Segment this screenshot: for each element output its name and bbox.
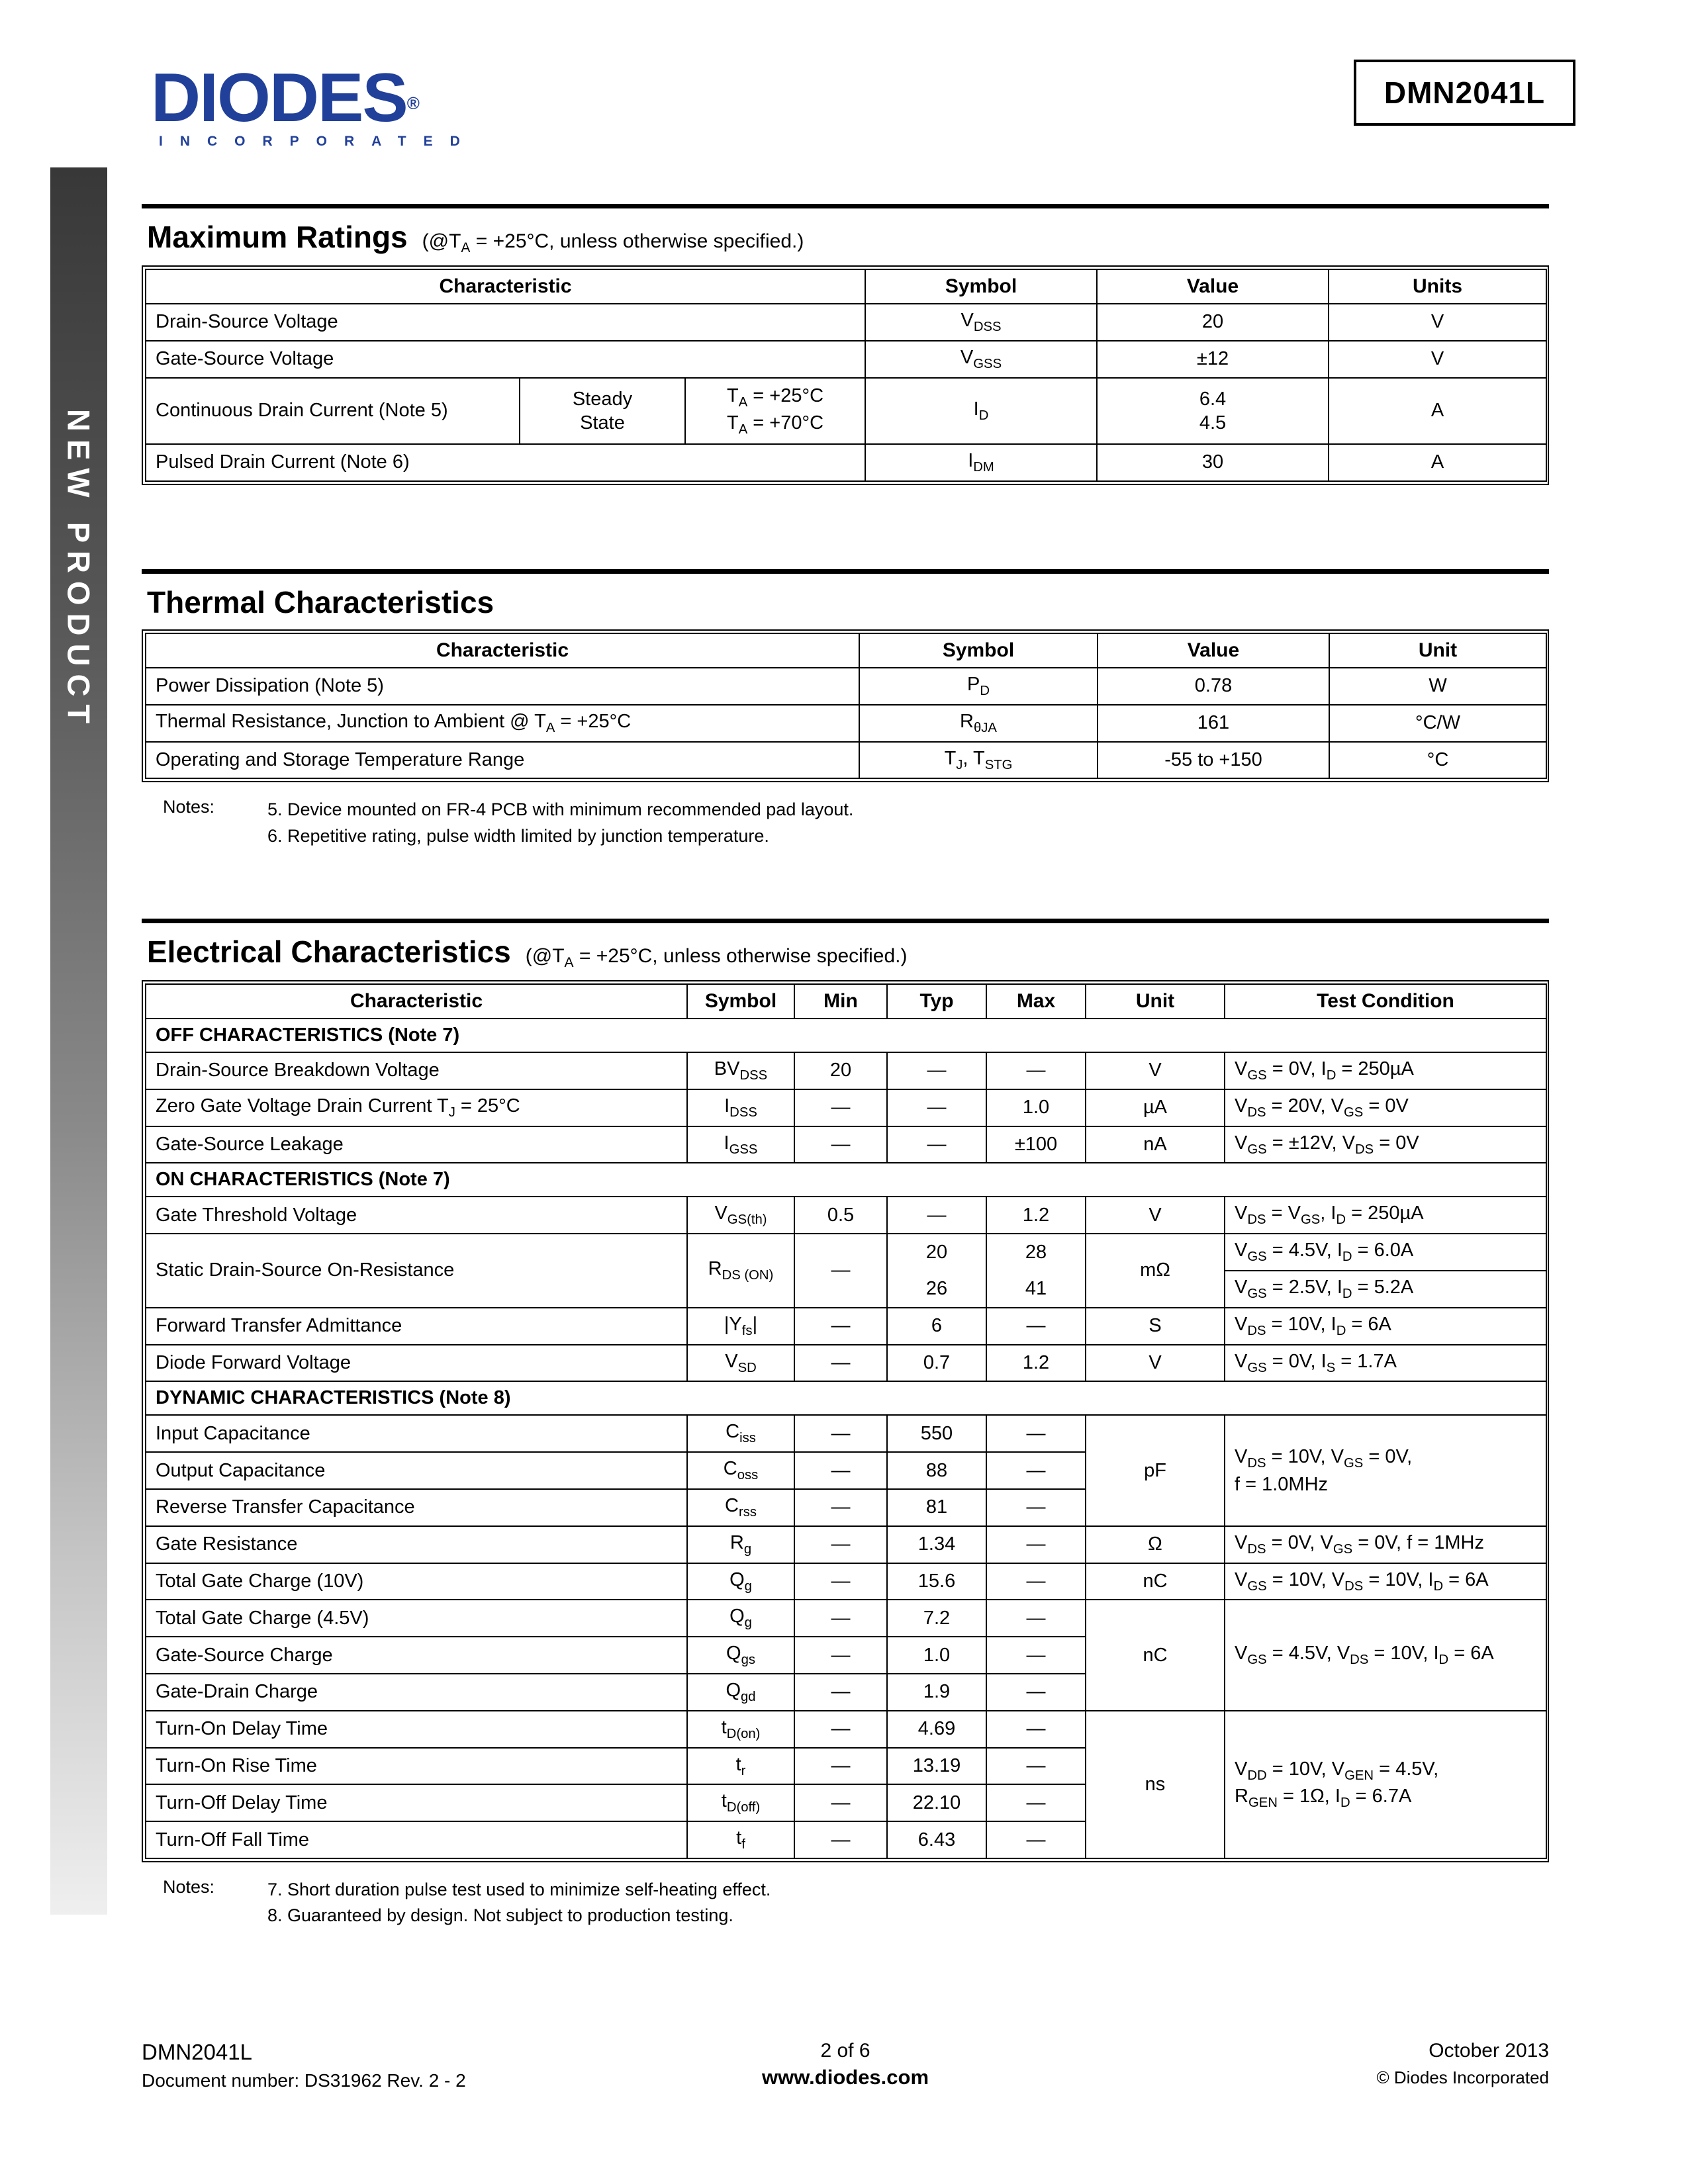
symbol-cell: $V_{DSS}$	[865, 304, 1097, 341]
table-row	[146, 378, 1546, 444]
ta-70-line: $T_A = +70^\circ C$	[726, 412, 824, 437]
header-characteristic: Characteristic	[146, 984, 687, 1019]
registered-mark: ®	[406, 93, 420, 113]
symbol-cell: $t_f$	[687, 1821, 794, 1858]
table-row	[146, 1308, 1546, 1345]
table-row	[146, 1563, 1546, 1600]
characteristic-cell: Power Dissipation (Note 5)	[146, 668, 859, 705]
footer-page-number: 2 of 6	[820, 2040, 870, 2062]
thermal-characteristics-table	[142, 629, 1549, 782]
value-cell	[1097, 378, 1329, 444]
part-number: DMN2041L	[1383, 75, 1546, 110]
unit-cell: °C/W	[1329, 705, 1546, 742]
characteristic-cell: Pulsed Drain Current (Note 6)	[146, 444, 865, 481]
table-row	[146, 1345, 1546, 1382]
subsection-row	[146, 1381, 1546, 1415]
typ-cell: 13.19	[887, 1748, 986, 1785]
typ-cell: 26	[887, 1271, 986, 1308]
table-row	[146, 1089, 1546, 1126]
header-unit: Unit	[1086, 984, 1225, 1019]
table-header-row	[146, 984, 1546, 1019]
typ-cell: 0.7	[887, 1345, 986, 1382]
symbol-cell: $R_{DS (ON)}$	[687, 1234, 794, 1308]
section-title: Thermal Characteristics	[147, 585, 494, 619]
max-cell: —	[986, 1489, 1086, 1526]
thermal-characteristics-section	[142, 569, 1549, 849]
footer-website-link[interactable]: www.diodes.com	[761, 2066, 929, 2089]
table-row	[146, 1197, 1546, 1234]
characteristic-cell: Thermal Resistance, Junction to Ambient @ $T_A = +25^\circ C$	[146, 705, 859, 742]
symbol-cell: $t_{D(on)}$	[687, 1711, 794, 1748]
characteristic-cell: Gate Threshold Voltage	[146, 1197, 687, 1234]
test-condition-cell: $V_{GS} = 4.5V$, $I_D = 6.0A$	[1225, 1234, 1546, 1271]
symbol-cell: $R_{\theta JA}$	[859, 705, 1098, 742]
characteristic-cell: Gate Resistance	[146, 1526, 687, 1563]
ta-25-line: $T_A = +25^\circ C$	[726, 385, 824, 410]
unit-cell: mΩ	[1086, 1234, 1225, 1308]
electrical-characteristics-table	[142, 980, 1549, 1862]
max-cell: 41	[986, 1271, 1086, 1308]
test-condition-cell: $V_{GS} = 10V$, $V_{DS} = 10V$, $I_D = 6A$	[1225, 1563, 1546, 1600]
min-cell: —	[794, 1415, 887, 1452]
section-heading	[142, 208, 1549, 265]
min-cell: —	[794, 1563, 887, 1600]
new-product-label: NEW PRODUCT	[61, 409, 97, 732]
header-symbol: Symbol	[859, 633, 1098, 668]
table-row	[146, 304, 1546, 341]
test-condition-line: $V_{DS} = 10V$, $V_{GS} = 0V$,	[1235, 1446, 1413, 1471]
max-cell: —	[986, 1052, 1086, 1089]
new-product-banner	[50, 167, 107, 1915]
units-cell: A	[1329, 444, 1546, 481]
table-row	[146, 742, 1546, 779]
notes-label: Notes:	[163, 797, 215, 817]
test-condition-cell: $V_{DS} = 20V$, $V_{GS} = 0V$	[1225, 1089, 1546, 1126]
notes-items	[267, 797, 853, 848]
header-characteristic: Characteristic	[146, 633, 859, 668]
max-cell: —	[986, 1308, 1086, 1345]
table-row	[146, 1711, 1546, 1748]
symbol-cell: $t_r$	[687, 1748, 794, 1785]
header-symbol: Symbol	[865, 269, 1097, 304]
symbol-cell: $Q_g$	[687, 1600, 794, 1637]
header-unit: Unit	[1329, 633, 1546, 668]
steady-state-cell	[520, 378, 685, 444]
min-cell: —	[794, 1089, 887, 1126]
test-condition-cell: $V_{GS} = 0V$, $I_D = 250\mu A$	[1225, 1052, 1546, 1089]
min-cell: —	[794, 1748, 887, 1785]
characteristic-cell: Output Capacitance	[146, 1452, 687, 1489]
steady-line: Steady	[572, 388, 633, 410]
symbol-cell: $I_{DSS}$	[687, 1089, 794, 1126]
section-subtitle: ($@T_A = +25^\circ C$, unless otherwise specified.)	[422, 230, 804, 255]
thermal-notes	[142, 797, 1549, 848]
units-cell: V	[1329, 304, 1546, 341]
table-row	[146, 444, 1546, 481]
table-row	[146, 1600, 1546, 1637]
max-cell: —	[986, 1711, 1086, 1748]
unit-cell: nC	[1086, 1600, 1225, 1710]
footer-copyright: © Diodes Incorporated	[1376, 2068, 1550, 2087]
value-cell: 161	[1098, 705, 1329, 742]
header-min: Min	[794, 984, 887, 1019]
header-value: Value	[1098, 633, 1329, 668]
test-condition-cell: $V_{GS} = 0V$, $I_S = 1.7A$	[1225, 1345, 1546, 1382]
max-cell: —	[986, 1784, 1086, 1821]
ambient-condition-cell	[685, 378, 865, 444]
header-test-condition: Test Condition	[1225, 984, 1546, 1019]
test-condition-cell: $V_{DS} = V_{GS}$, $I_D = 250\mu A$	[1225, 1197, 1546, 1234]
test-condition-cell: $V_{GS} = 4.5V$, $V_{DS} = 10V$, $I_D = 6A$	[1225, 1600, 1546, 1710]
footer-date: October 2013	[1429, 2040, 1550, 2062]
min-cell: —	[794, 1345, 887, 1382]
symbol-cell: $I_{DM}$	[865, 444, 1097, 481]
page-footer	[142, 2040, 1549, 2091]
unit-cell: W	[1329, 668, 1546, 705]
symbol-cell: $C_{iss}$	[687, 1415, 794, 1452]
section-rule	[142, 919, 1549, 923]
footer-part-number: DMN2041L	[142, 2040, 252, 2064]
symbol-cell: $C_{rss}$	[687, 1489, 794, 1526]
table-header-row	[146, 269, 1546, 304]
characteristic-cell: Forward Transfer Admittance	[146, 1308, 687, 1345]
max-cell: ±100	[986, 1126, 1086, 1163]
min-cell: —	[794, 1600, 887, 1637]
header-characteristic: Characteristic	[146, 269, 865, 304]
max-cell: —	[986, 1748, 1086, 1785]
value-cell: ±12	[1097, 341, 1329, 378]
symbol-cell: $P_D$	[859, 668, 1098, 705]
max-cell: 1.2	[986, 1197, 1086, 1234]
min-cell: —	[794, 1674, 887, 1711]
max-cell: —	[986, 1526, 1086, 1563]
table-row	[146, 668, 1546, 705]
test-condition-cell: $V_{GS} = 2.5V$, $I_D = 5.2A$	[1225, 1271, 1546, 1308]
value-cell: 20	[1097, 304, 1329, 341]
typ-cell: 6.43	[887, 1821, 986, 1858]
note-item: 6. Repetitive rating, pulse width limited by junction temperature.	[267, 825, 769, 846]
characteristic-cell: Operating and Storage Temperature Range	[146, 742, 859, 779]
typ-cell: 1.9	[887, 1674, 986, 1711]
characteristic-cell: Drain-Source Voltage	[146, 304, 865, 341]
max-cell: —	[986, 1674, 1086, 1711]
electrical-notes	[142, 1877, 1549, 1929]
typ-cell: —	[887, 1089, 986, 1126]
symbol-cell: $Q_{gd}$	[687, 1674, 794, 1711]
characteristic-cell: Input Capacitance	[146, 1415, 687, 1452]
logo-incorporated-text: INCORPORATED	[159, 134, 477, 149]
section-heading	[142, 923, 1549, 980]
table-row	[146, 1415, 1546, 1452]
characteristic-cell: Drain-Source Breakdown Voltage	[146, 1052, 687, 1089]
typ-cell: 1.0	[887, 1637, 986, 1674]
symbol-cell: $C_{oss}$	[687, 1452, 794, 1489]
min-cell: —	[794, 1308, 887, 1345]
unit-cell: V	[1086, 1052, 1225, 1089]
typ-cell: 20	[887, 1234, 986, 1271]
typ-cell: —	[887, 1197, 986, 1234]
min-cell: —	[794, 1821, 887, 1858]
value-line: 6.4	[1199, 388, 1227, 410]
table-row	[146, 341, 1546, 378]
part-number-box	[1354, 60, 1575, 126]
characteristic-cell: Reverse Transfer Capacitance	[146, 1489, 687, 1526]
test-condition-cell	[1225, 1711, 1546, 1858]
min-cell: —	[794, 1711, 887, 1748]
units-cell: V	[1329, 341, 1546, 378]
electrical-characteristics-section	[142, 919, 1549, 1929]
test-condition-cell: $V_{DS} = 10V$, $I_D = 6A$	[1225, 1308, 1546, 1345]
max-cell: —	[986, 1821, 1086, 1858]
characteristic-cell: Turn-On Delay Time	[146, 1711, 687, 1748]
characteristic-cell: Continuous Drain Current (Note 5)	[146, 378, 520, 444]
characteristic-cell: Gate-Source Charge	[146, 1637, 687, 1674]
unit-cell: V	[1086, 1197, 1225, 1234]
min-cell: —	[794, 1526, 887, 1563]
footer-center	[611, 2040, 1080, 2091]
unit-cell: °C	[1329, 742, 1546, 779]
header-max: Max	[986, 984, 1086, 1019]
unit-cell: V	[1086, 1345, 1225, 1382]
min-cell: —	[794, 1784, 887, 1821]
subsection-title: DYNAMIC CHARACTERISTICS (Note 8)	[146, 1381, 1546, 1415]
min-cell: 0.5	[794, 1197, 887, 1234]
value-line: 4.5	[1199, 412, 1227, 433]
typ-cell: 15.6	[887, 1563, 986, 1600]
test-condition-line: $V_{DD} = 10V$, $V_{GEN} = 4.5V$,	[1235, 1758, 1439, 1783]
table-row	[146, 705, 1546, 742]
section-rule	[142, 204, 1549, 208]
max-cell: 1.0	[986, 1089, 1086, 1126]
symbol-cell: $T_J$, $T_{STG}$	[859, 742, 1098, 779]
unit-cell: nC	[1086, 1563, 1225, 1600]
subsection-row	[146, 1163, 1546, 1197]
footer-doc-number: Document number: DS31962 Rev. 2 - 2	[142, 2070, 466, 2091]
characteristic-cell: Total Gate Charge (10V)	[146, 1563, 687, 1600]
units-cell: A	[1329, 378, 1546, 444]
notes-label: Notes:	[163, 1876, 215, 1897]
subsection-title: ON CHARACTERISTICS (Note 7)	[146, 1163, 1546, 1197]
unit-cell: nA	[1086, 1126, 1225, 1163]
max-cell: —	[986, 1452, 1086, 1489]
section-title: Maximum Ratings	[147, 220, 408, 254]
section-subtitle: ($@T_A = +25^\circ C$, unless otherwise specified.)	[525, 945, 908, 970]
section-title: Electrical Characteristics	[147, 934, 511, 969]
maximum-ratings-table	[142, 265, 1549, 485]
characteristic-cell: Total Gate Charge (4.5V)	[146, 1600, 687, 1637]
section-rule	[142, 569, 1549, 574]
section-heading	[142, 574, 1549, 629]
symbol-cell: $V_{GS(th)}$	[687, 1197, 794, 1234]
characteristic-cell: Diode Forward Voltage	[146, 1345, 687, 1382]
table-row	[146, 1526, 1546, 1563]
value-cell: 30	[1097, 444, 1329, 481]
typ-cell: —	[887, 1052, 986, 1089]
symbol-cell: $t_{D(off)}$	[687, 1784, 794, 1821]
unit-cell: Ω	[1086, 1526, 1225, 1563]
max-cell: —	[986, 1563, 1086, 1600]
max-cell: —	[986, 1637, 1086, 1674]
table-row	[146, 1234, 1546, 1271]
test-condition-line: $R_{GEN} = 1\Omega$, $I_D = 6.7A$	[1235, 1786, 1412, 1811]
symbol-cell: $I_{GSS}$	[687, 1126, 794, 1163]
symbol-cell: $Q_g$	[687, 1563, 794, 1600]
unit-cell: pF	[1086, 1415, 1225, 1525]
symbol-cell: $V_{SD}$	[687, 1345, 794, 1382]
typ-cell: 4.69	[887, 1711, 986, 1748]
unit-cell: S	[1086, 1308, 1225, 1345]
value-cell: 0.78	[1098, 668, 1329, 705]
footer-right	[1080, 2040, 1549, 2091]
max-cell: 1.2	[986, 1345, 1086, 1382]
value-cell: -55 to +150	[1098, 742, 1329, 779]
test-condition-cell: $V_{GS} = \pm 12V$, $V_{DS} = 0V$	[1225, 1126, 1546, 1163]
subsection-title: OFF CHARACTERISTICS (Note 7)	[146, 1019, 1546, 1052]
typ-cell: 81	[887, 1489, 986, 1526]
logo-brand-text	[151, 60, 482, 136]
note-item: 7. Short duration pulse test used to minimize self-heating effect.	[267, 1879, 771, 1899]
symbol-cell: $Q_{gs}$	[687, 1637, 794, 1674]
subsection-row	[146, 1019, 1546, 1052]
symbol-cell: $BV_{DSS}$	[687, 1052, 794, 1089]
characteristic-cell: Gate-Source Voltage	[146, 341, 865, 378]
min-cell: —	[794, 1126, 887, 1163]
min-cell: —	[794, 1489, 887, 1526]
characteristic-cell: Gate-Drain Charge	[146, 1674, 687, 1711]
min-cell: —	[794, 1234, 887, 1308]
header-units: Units	[1329, 269, 1546, 304]
diodes-logo	[151, 60, 482, 150]
symbol-cell: $|Y_{fs}|$	[687, 1308, 794, 1345]
test-condition-cell: $V_{DS} = 0V$, $V_{GS} = 0V$, f = 1MHz	[1225, 1526, 1546, 1563]
typ-cell: 22.10	[887, 1784, 986, 1821]
typ-cell: 88	[887, 1452, 986, 1489]
table-row	[146, 1052, 1546, 1089]
note-item: 5. Device mounted on FR-4 PCB with minimum recommended pad layout.	[267, 799, 854, 820]
footer-left	[142, 2040, 611, 2091]
characteristic-cell: Turn-On Rise Time	[146, 1748, 687, 1785]
typ-cell: 1.34	[887, 1526, 986, 1563]
max-cell: —	[986, 1415, 1086, 1452]
typ-cell: 7.2	[887, 1600, 986, 1637]
header-value: Value	[1097, 269, 1329, 304]
typ-cell: —	[887, 1126, 986, 1163]
notes-items	[267, 1877, 771, 1929]
table-row	[146, 1126, 1546, 1163]
maximum-ratings-section	[142, 204, 1549, 485]
characteristic-cell: Gate-Source Leakage	[146, 1126, 687, 1163]
symbol-cell: $I_D$	[865, 378, 1097, 444]
symbol-cell: $V_{GSS}$	[865, 341, 1097, 378]
header-typ: Typ	[887, 984, 986, 1019]
unit-cell: µA	[1086, 1089, 1225, 1126]
test-condition-cell	[1225, 1415, 1546, 1525]
characteristic-cell: Turn-Off Delay Time	[146, 1784, 687, 1821]
min-cell: 20	[794, 1052, 887, 1089]
logo-wordmark: DIODES	[151, 60, 407, 136]
typ-cell: 6	[887, 1308, 986, 1345]
max-cell: 28	[986, 1234, 1086, 1271]
min-cell: —	[794, 1452, 887, 1489]
characteristic-cell: Static Drain-Source On-Resistance	[146, 1234, 687, 1308]
min-cell: —	[794, 1637, 887, 1674]
max-cell: —	[986, 1600, 1086, 1637]
unit-cell: ns	[1086, 1711, 1225, 1858]
characteristic-cell: Zero Gate Voltage Drain Current $T_J = 25^\circ C$	[146, 1089, 687, 1126]
test-condition-line: f = 1.0MHz	[1235, 1473, 1329, 1495]
table-header-row	[146, 633, 1546, 668]
note-item: 8. Guaranteed by design. Not subject to production testing.	[267, 1905, 733, 1926]
state-line: State	[580, 412, 625, 433]
typ-cell: 550	[887, 1415, 986, 1452]
characteristic-cell: Turn-Off Fall Time	[146, 1821, 687, 1858]
symbol-cell: $R_g$	[687, 1526, 794, 1563]
header-symbol: Symbol	[687, 984, 794, 1019]
